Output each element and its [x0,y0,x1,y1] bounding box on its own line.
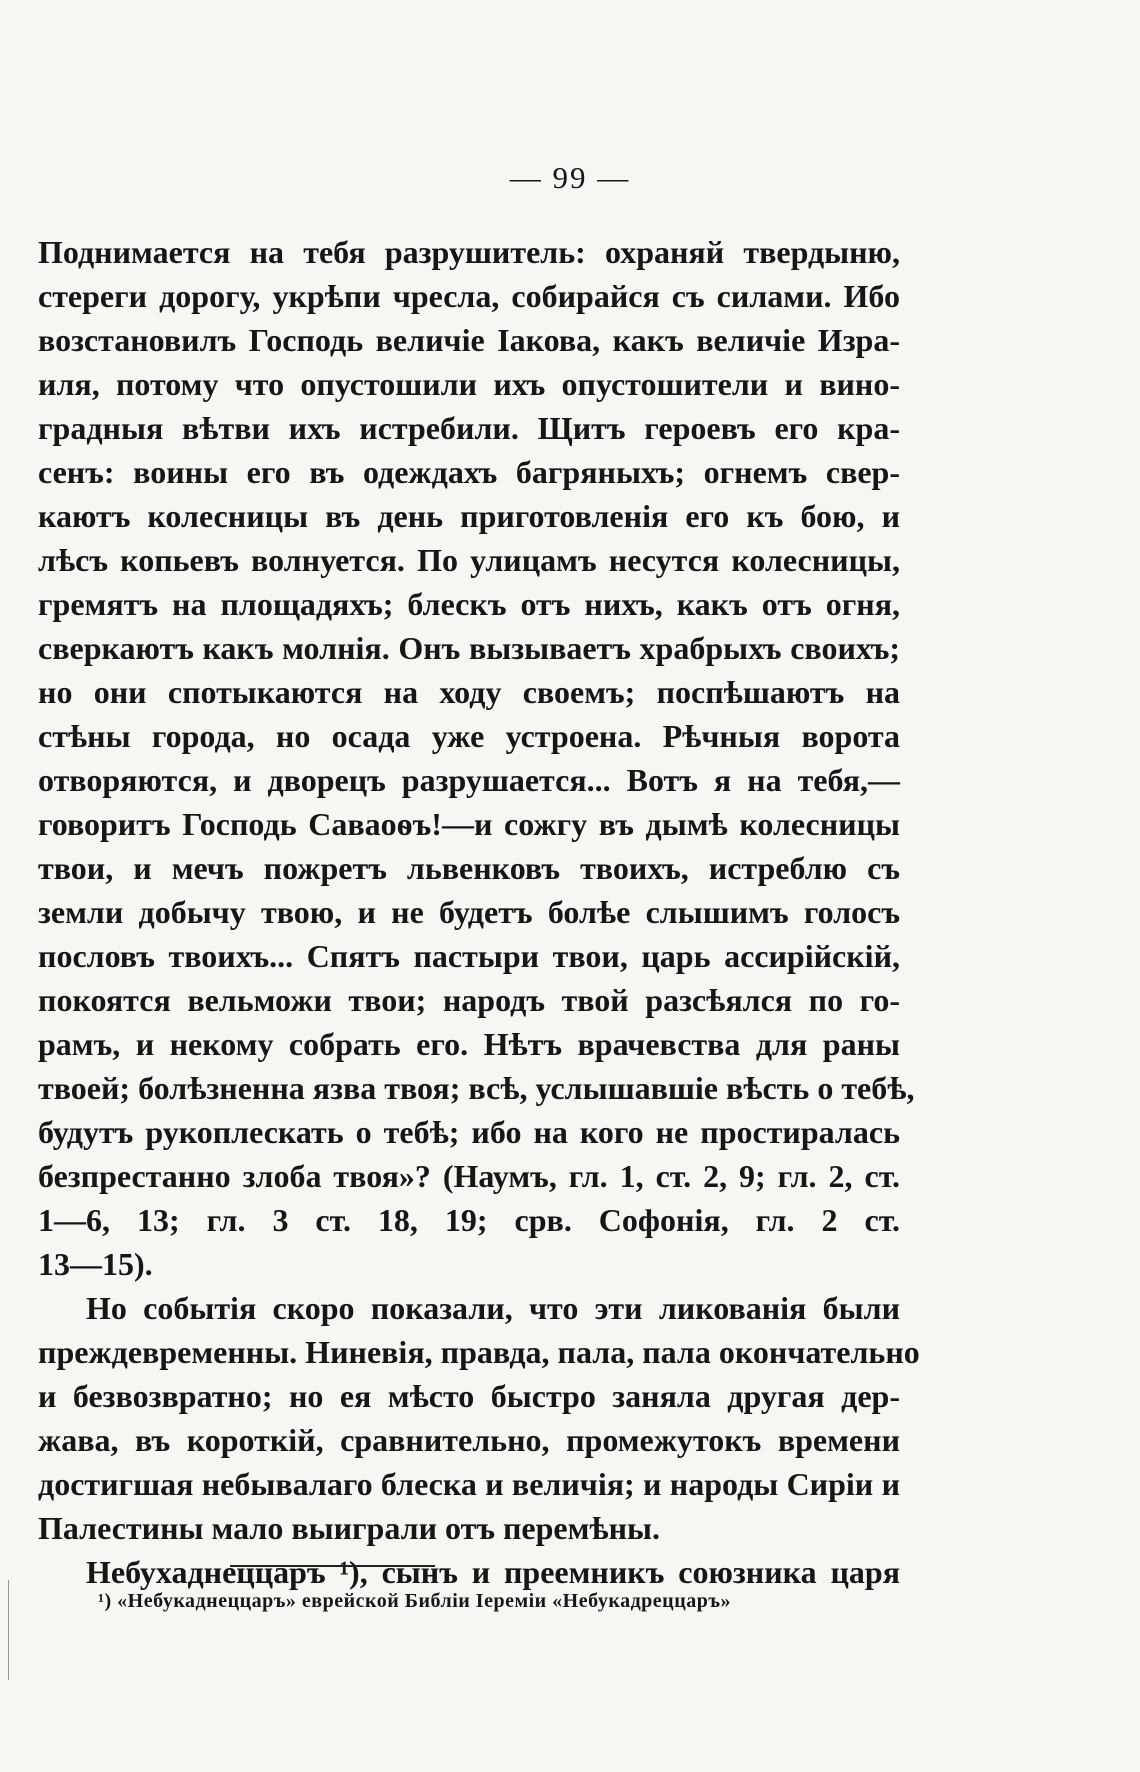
text-line: и безвозвратно; но ея мѣсто быстро заняла другая дер- [38,1378,900,1414]
text-line: лѣсъ копьевъ волнуется. По улицамъ несутся колесницы, [38,542,900,578]
text-line: градныя вѣтви ихъ истребили. Щитъ героевъ его кра- [38,410,900,446]
text-line: стереги дорогу, укрѣпи чресла, собирайся съ силами. Ибо [38,278,900,314]
text-line: земли добычу твою, и не будетъ болѣе слышимъ голосъ [38,894,900,930]
body-text [38,230,920,1594]
text-line: 1—6, 13; гл. 3 ст. 18, 19; срв. Софонія, гл. 2 ст. [38,1202,900,1238]
text-line: будутъ рукоплескать о тебѣ; ибо на кого не простиралась [38,1114,900,1150]
footnote-text: «Небукаднеццаръ» еврейской Библіи Іереміи «Небукадреццаръ» [117,1590,732,1612]
text-line: пословъ твоихъ... Спятъ пастыри твои, царь ассирійскій, [38,938,900,974]
text-line: говоритъ Господь Саваоѳъ!—и сожгу въ дымѣ колесницы [38,806,900,842]
text-line: Но событія скоро показали, что эти ликованія были [86,1290,900,1326]
text-line: стѣны города, но осада уже устроена. Рѣчныя ворота [38,718,900,754]
text-line: твои, и мечъ пожретъ львенковъ твоихъ, истреблю съ [38,850,900,886]
text-line: иля, потому что опустошили ихъ опустошители и вино- [38,366,900,402]
footnote-marker: ¹) [98,1590,112,1612]
footnote-divider [230,1565,435,1567]
text-line: сверкаютъ какъ молнія. Онъ вызываетъ храбрыхъ своихъ; [38,630,900,666]
text-line: рамъ, и некому собрать его. Нѣтъ врачевства для раны [38,1026,900,1062]
text-line: гремятъ на площадяхъ; блескъ отъ нихъ, какъ отъ огня, [38,586,900,622]
text-line: отворяются, и дворецъ разрушается... Вотъ я на тебя,— [38,762,900,798]
text-line: Небухаднеццаръ ¹), сынъ и преемникъ союзника царя [86,1554,900,1590]
text-line: Палестины мало выиграли отъ перемѣны. [38,1510,661,1546]
text-line: твоей; болѣзненна язва твоя; всѣ, услышавшіе вѣсть о тебѣ, [38,1070,915,1106]
text-line: жава, въ короткій, сравнительно, промежутокъ времени [38,1422,900,1458]
text-line: но они спотыкаются на ходу своемъ; поспѣшаютъ на [38,674,900,710]
text-line: Поднимается на тебя разрушитель: охраняй твердыню, [38,234,900,270]
text-line: сенъ: воины его въ одеждахъ багряныхъ; огнемъ свер- [38,454,900,490]
text-line: 13—15). [38,1246,153,1282]
text-line: возстановилъ Господь величіе Іакова, какъ величіе Изра- [38,322,900,358]
page-number: — 99 — [509,160,631,195]
scan-margin-line [8,1580,9,1680]
text-line: преждевременны. Ниневія, правда, пала, пала окончательно [38,1334,920,1370]
text-line: безпрестанно злоба твоя»? (Наумъ, гл. 1, ст. 2, 9; гл. 2, ст. [38,1158,900,1194]
text-line: достигшая небывалаго блеска и величія; и народы Сиріи и [38,1466,900,1502]
text-line: каютъ колесницы въ день приготовленія его къ бою, и [38,498,900,534]
text-line: покоятся вельможи твои; народъ твой разсѣялся по го- [38,982,900,1018]
footnote [98,1590,898,1613]
